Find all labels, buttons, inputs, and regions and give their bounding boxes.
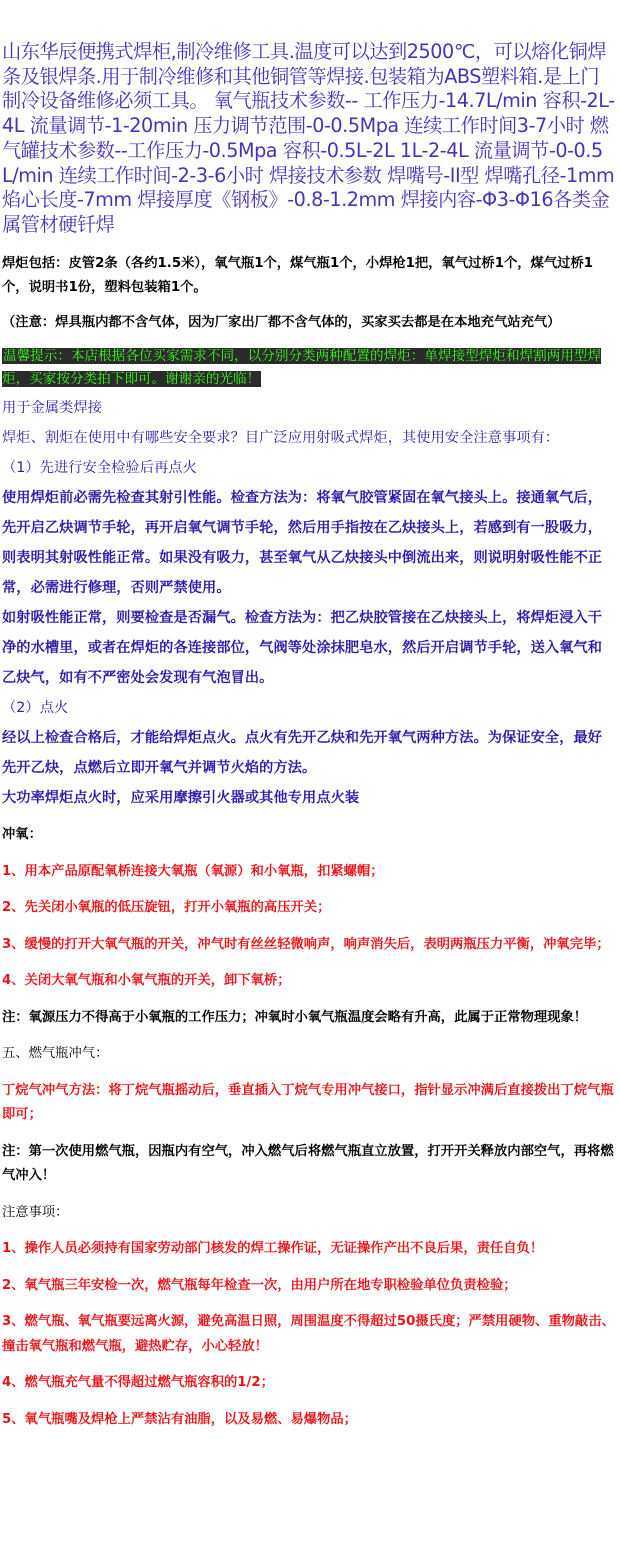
caution-title: 注意事项： [2, 1204, 69, 1220]
caution-item: 3、燃气瓶、氧气瓶要远离火源，避免高温日照，周围温度不得超过50摄氏度；严禁用硬物、重物敲击、撞击氧气瓶和燃气瓶，避热贮存，小心轻放！ [2, 1314, 615, 1354]
step1-paragraph-2: 如射吸性能正常，则要检查是否漏气。检查方法为：把乙炔胶管接在乙炔接头上，将焊炬浸入干净的水槽里，或者在焊炬的各连接部位，气阀等处涂抹肥皂水，然后开启调节手轮，送入氧气和乙炔气，如有不严密处会发现有气泡冒出。 [2, 610, 603, 687]
warm-tip-text: 温馨提示：本店根据各位买家需求不同，以分别分类两种配置的焊炬：单焊接型焊炬和焊割两用型焊炬，买家按分类拍下即可。谢谢亲的光临！ [2, 348, 602, 388]
step1-title: （1）先进行安全检验后再点火 [2, 460, 197, 477]
gas-note: 注：第一次使用燃气瓶，因瓶内有空气，冲入燃气后将燃气瓶直立放置，打开开关释放内部空气，再将燃气冲入！ [2, 1143, 614, 1184]
product-intro: 山东华辰便携式焊柜,制冷维修工具.温度可以达到2500℃，可以熔化铜焊条及银焊条.用于制冷维修和其他铜管等焊接.包装箱为ABS塑料箱.是上门制冷设备维修必须工具。 氧气瓶技术参数-- 工作压力-14.7L/min 容积-2L-4L 流量调节-1-20min 压力调节范围-0-0.5Mpa 连续工作时间3-7小时 燃气罐技术参数--工作压力-0.5Mpa 容积-0.5L-2L 1L-2-4L 流量调节-0-0.5L/min 连续工作时间-2-3-6小时 焊接技术参数 焊嘴号-II型 焊嘴孔径-1mm 焰心长度-7mm 焊接厚度《钢板》-0.8-1.2mm 焊接内容-Φ3-Φ16各类金属管材硬钎焊 [2, 40, 615, 236]
step2-title: （2）点火 [2, 700, 69, 717]
caution-item: 4、燃气瓶充气量不得超过燃气瓶容积的1/2； [2, 1375, 274, 1391]
oxygen-step: 2、先关闭小氧瓶的低压旋钮，打开小氧瓶的高压开关； [2, 900, 331, 916]
caution-item: 1、操作人员必须持有国家劳动部门核发的焊工操作证，无证操作产出不良后果，责任自负！ [2, 1241, 544, 1257]
caution-item: 5、氧气瓶嘴及焊枪上严禁沾有油脂，以及易燃、易爆物品； [2, 1411, 357, 1427]
gas-notice: （注意：焊具瓶内都不含气体，因为厂家出厂都不含气体的，买家买去都是在本地充气站充气） [2, 314, 561, 330]
oxygen-note: 注：氧源压力不得高于小氧瓶的工作压力；冲氧时小氧气瓶温度会略有升高，此属于正常物理现象！ [2, 1009, 588, 1025]
oxygen-section-title: 冲氧： [2, 827, 42, 843]
oxygen-step: 3、缓慢的打开大氧气瓶的开关，冲气时有丝丝轻微响声，响声消失后，表明两瓶压力平衡，冲氧完毕； [2, 936, 610, 952]
gas-section-title: 五、燃气瓶冲气： [2, 1046, 109, 1062]
step2-paragraph-1: 经以上检查合格后，才能给焊炬点火。点火有先开乙炔和先开氧气两种方法。为保证安全，最好先开乙炔，点燃后立即开氧气并调节火焰的方法。 [2, 730, 603, 777]
step1-paragraph-1: 使用焊炬前必需先检查其射引性能。检查方法为：将氧气胶管紧固在氧气接头上。接通氧气后，先开启乙炔调节手轮，再开启氧气调节手轮，然后用手指按在乙炔接头上，若感到有一股吸力，则表明其射吸性能正常。如果没有吸力，甚至氧气从乙炔接头中倒流出来，则说明射吸性能不正常，必需进行修理，否则严禁使用。 [2, 490, 603, 597]
oxygen-step: 1、用本产品原配氧桥连接大氧瓶（氧源）和小氧瓶，扣紧螺帽； [2, 863, 384, 879]
package-contents: 焊炬包括：皮管2条（各约1.5米），氧气瓶1个，煤气瓶1个，小焊枪1把，氧气过桥1个，煤气过桥1个，说明书1份，塑料包装箱1个。 [2, 255, 593, 296]
gas-method: 丁烷气冲气方法：将丁烷气瓶摇动后，垂直插入丁烷气专用冲气接口，指针显示冲满后直接拨出丁烷气瓶即可； [2, 1082, 614, 1123]
caution-item: 2、氧气瓶三年安检一次，燃气瓶每年检查一次，由用户所在地专职检验单位负责检验； [2, 1277, 517, 1293]
safety-question: 焊炬、割炬在使用中有哪些安全要求？目广泛应用射吸式焊炬，其使用安全注意事项有： [2, 430, 560, 447]
step2-paragraph-2: 大功率焊炬点火时，应采用摩擦引火器或其他专用点火装 [2, 790, 360, 807]
usage-text: 用于金属类焊接 [2, 400, 103, 417]
oxygen-step: 4、关闭大氧气瓶和小氧气瓶的开关，卸下氧桥； [2, 973, 291, 989]
warm-tip [2, 345, 616, 391]
